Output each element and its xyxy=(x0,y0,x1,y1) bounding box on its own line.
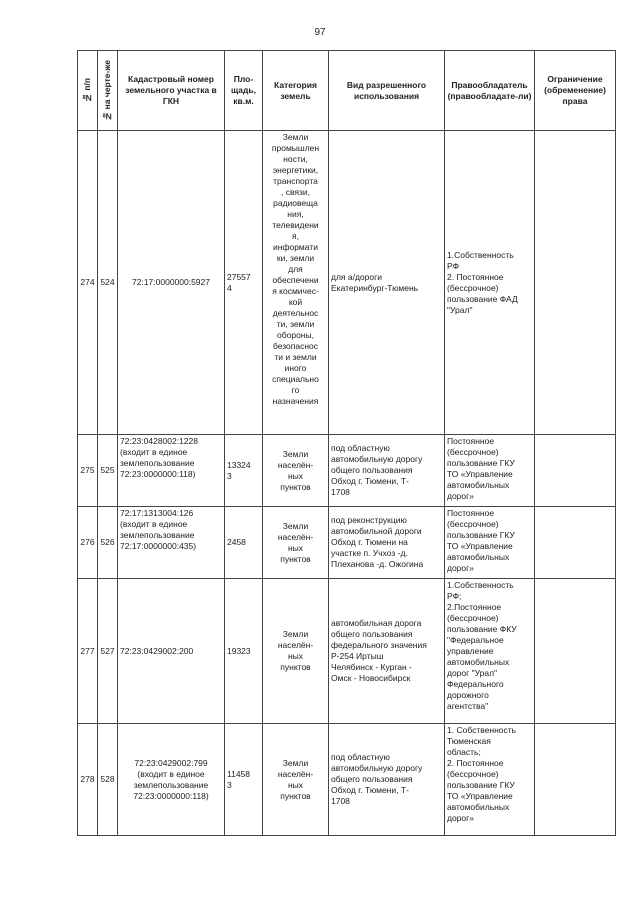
cell-area: 19323 xyxy=(225,579,263,724)
cell-owner: Постоянное (бессрочное) пользование ГКУ ТО «Управление автомобильных дорог» xyxy=(445,435,535,507)
cell-drawing: 526 xyxy=(98,507,118,579)
cell-area: 27557 4 xyxy=(225,131,263,435)
header-drawing-text: № на черте-же xyxy=(102,59,112,122)
cell-drawing: 528 xyxy=(98,724,118,836)
page-number: 97 xyxy=(314,27,326,38)
cell-category: Земли населён- ных пунктов xyxy=(263,724,329,836)
cell-num: 276 xyxy=(78,507,98,579)
cell-num: 277 xyxy=(78,579,98,724)
cell-usage: автомобильная дорога общего пользования федерального значения Р-254 Иртыш Челябинск - Курган - Омск - Новосибирск xyxy=(329,579,445,724)
cell-category: Земли промышлен ности, энергетики, транспорта , связи, радиовеща ния, телевидени я, информати ки, земли для обеспечени я космичес- кой деятельнос ти, земли обороны, безопаснос ти и земли иного специально го назначения xyxy=(263,131,329,435)
cell-area: 11458 3 xyxy=(225,724,263,836)
cell-owner: 1. Собственность Тюменская область; 2. Постоянное (бессрочное) пользование ГКУ ТО «Управление автомобильных дорог» xyxy=(445,724,535,836)
table-row xyxy=(78,579,616,724)
cell-restriction xyxy=(535,724,616,836)
header-drawing xyxy=(98,51,118,131)
header-num-text: № п/п xyxy=(82,78,92,103)
cell-cadastral: 72:23:0429002:799 (входит в единое землепользование 72:23:0000000:118) xyxy=(118,724,225,836)
header-restriction: Ограничение (обременение) права xyxy=(535,51,616,131)
land-plot-table xyxy=(77,50,616,836)
cell-area: 13324 3 xyxy=(225,435,263,507)
cell-num: 274 xyxy=(78,131,98,435)
cell-usage: под реконструкцию автомобильной дороги Обход г. Тюмени на участке п. Учхоз -д. Плеханова -д. Ожогина xyxy=(329,507,445,579)
cell-owner: 1.Собственность РФ 2. Постоянное (бессрочное) пользование ФАД "Урал" xyxy=(445,131,535,435)
header-cadastral: Кадастровый номер земельного участка в ГКН xyxy=(118,51,225,131)
cell-cadastral: 72:23:0428002:1228 (входит в единое землепользование 72:23:0000000:118) xyxy=(118,435,225,507)
cell-restriction xyxy=(535,131,616,435)
cell-num: 278 xyxy=(78,724,98,836)
header-area: Пло-щадь, кв.м. xyxy=(225,51,263,131)
cell-drawing: 524 xyxy=(98,131,118,435)
cell-cadastral: 72:23:0429002:200 xyxy=(118,579,225,724)
header-num xyxy=(78,51,98,131)
cell-category: Земли населён- ных пунктов xyxy=(263,435,329,507)
cell-restriction xyxy=(535,507,616,579)
header-category: Категория земель xyxy=(263,51,329,131)
cell-usage: для а/дороги Екатеринбург-Тюмень xyxy=(329,131,445,435)
cell-area: 2458 xyxy=(225,507,263,579)
cell-usage: под областную автомобильную дорогу общего пользования Обход г. Тюмени, Т- 1708 xyxy=(329,724,445,836)
cell-restriction xyxy=(535,435,616,507)
table-row xyxy=(78,435,616,507)
cell-num: 275 xyxy=(78,435,98,507)
table-row xyxy=(78,724,616,836)
header-usage: Вид разрешенного использования xyxy=(329,51,445,131)
cell-drawing: 525 xyxy=(98,435,118,507)
cell-drawing: 527 xyxy=(98,579,118,724)
cell-category: Земли населён- ных пунктов xyxy=(263,579,329,724)
cell-owner: Постоянное (бессрочное) пользование ГКУ ТО «Управление автомобильных дорог» xyxy=(445,507,535,579)
cell-cadastral: 72:17:1313004:126 (входит в единое землепользование 72:17:0000000:435) xyxy=(118,507,225,579)
header-owner: Правообладатель (правообладате-ли) xyxy=(445,51,535,131)
table-row xyxy=(78,131,616,435)
cell-restriction xyxy=(535,579,616,724)
cell-category: Земли населён- ных пунктов xyxy=(263,507,329,579)
table-header-row xyxy=(78,51,616,131)
cell-usage: под областную автомобильную дорогу общего пользования Обход г. Тюмени, Т- 1708 xyxy=(329,435,445,507)
cell-cadastral: 72:17:0000000:5927 xyxy=(118,131,225,435)
table-row xyxy=(78,507,616,579)
cell-owner: 1.Собственность РФ; 2.Постоянное (бессрочное) пользование ФКУ "Федеральное управление автомобильных дорог "Урал" Федерального дорожного агентства" xyxy=(445,579,535,724)
